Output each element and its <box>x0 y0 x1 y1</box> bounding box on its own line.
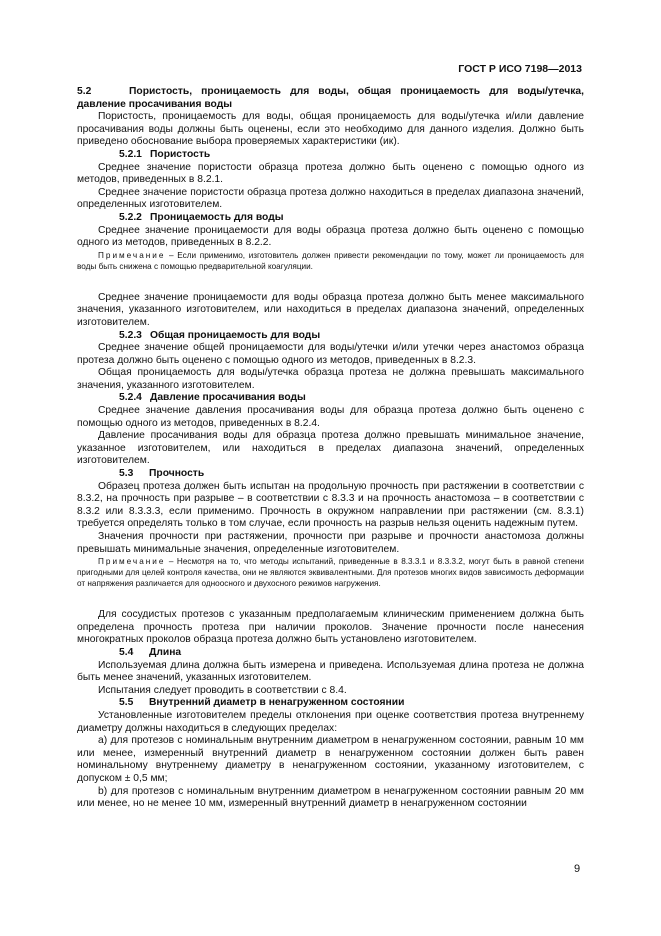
section-heading-5-2-1 <box>77 149 584 162</box>
section-number: 5.5 <box>119 697 134 709</box>
section-title: Пористость <box>150 148 211 160</box>
paragraph: Пористость, проницаемость для воды, общая проницаемость для воды/утечка и/или давление просачивания воды должны быть оценены, если это необходимо для данного изделия. Должно быть приведено обоснование выбора проверяемых характеристики (ик). <box>77 111 584 148</box>
note-text: – Несмотря на то, что методы испытаний, приведенные в 8.3.3.1 и 8.3.3.2, могут быть в равной степени пригодными для целей контроля качества, они не являются эквивалентными. Для протезов многих видов зависимость деформации от напряжения различается для одноосного и двухосного режимов нагружения. <box>77 557 584 589</box>
section-number: 5.2 <box>77 86 92 97</box>
paragraph: Среднее значение давления просачивания воды для образца протеза должно быть оценено с помощью одного из методов, приведенных в 8.2.4. <box>77 405 584 429</box>
section-number: 5.2.4 <box>119 392 142 404</box>
note <box>77 556 584 589</box>
note <box>77 250 584 272</box>
paragraph: Среднее значение проницаемости для воды образца протеза должно быть менее максимального значения, указанного изготовителем, или находиться в пределах диапазона значений, определенных изготовителем. <box>77 291 584 328</box>
list-item: b) для протезов с номинальным внутренним диаметром в ненагруженном состоянии равным 20 мм или менее, но не менее 10 мм, измеренный внутренний диаметр в ненагруженном состоянии <box>77 785 584 810</box>
section-heading-5-2-2 <box>77 212 584 225</box>
section-number: 5.2.3 <box>119 329 142 341</box>
standard-designation: ГОСТ Р ИСО 7198—2013 <box>458 63 582 75</box>
section-heading-5-2 <box>77 86 584 111</box>
section-title: Проницаемость для воды <box>150 211 284 223</box>
section-heading-5-2-3 <box>77 330 584 343</box>
paragraph: Среднее значение пористости образца протеза должно находиться в пределах диапазона значений, определенных изготовителем. <box>77 186 584 211</box>
section-title: Пористость, проницаемость для воды, общая проницаемость для воды/утечка, давление просачивания воды <box>77 86 584 110</box>
section-number: 5.2.1 <box>119 148 142 160</box>
paragraph: Среднее значение проницаемости для воды образца протеза должно быть оценено с помощью одного из методов, приведенных в 8.2.2. <box>77 224 584 249</box>
note-label: Примечание <box>98 250 166 260</box>
paragraph: Для сосудистых протезов с указанным предполагаемым клиническим применением должна быть определена прочность протеза при наличии проколов. Значение прочности после нанесения многократных проколов образца протеза должно быть установлено изготовителем. <box>77 609 584 646</box>
page-number: 9 <box>574 863 581 875</box>
section-title: Длина <box>149 646 182 658</box>
paragraph: Среднее значение пористости образца протеза должно быть оценено с помощью одного из методов, приведенных в 8.2.1. <box>77 161 584 186</box>
section-number: 5.4 <box>119 646 134 658</box>
list-item: а) для протезов с номинальным внутренним диаметром в ненагруженном состоянии, равным 10 мм или менее, измеренный внутренний диаметр в ненагруженном состоянии должен быть равен номинальному внутреннему диаметру в ненагруженном состоянии, указанному изготовителем, с допуском ± 0,5 мм; <box>77 735 584 784</box>
section-heading-5-3 <box>77 468 584 481</box>
document-body <box>77 86 584 811</box>
paragraph: Образец протеза должен быть испытан на продольную прочность при растяжении в соответствии с 8.3.2, на прочность при разрыве – в соответствии с 8.3.3 и на прочность анастомоза – в соответствии с 8.3.2 или 8.3.3.3, если применимо. Прочность в окружном направлении при растяжении (см. 8.3.1) требуется определять только в том случае, если прочность на разрыв нельзя оценить надежным путем. <box>77 480 584 530</box>
paragraph: Используемая длина должна быть измерена и приведена. Используемая длина протеза не должна быть менее значений, указанных изготовителем. <box>77 659 584 684</box>
section-title: Давление просачивания воды <box>150 392 306 404</box>
section-title: Внутренний диаметр в ненагруженном состоянии <box>149 697 405 709</box>
note-text: – Если применимо, изготовитель должен привести рекомендации по тому, может ли проницаемость для воды быть снижена с помощью предварительной коагуляции. <box>77 250 584 271</box>
note-label: Примечание <box>98 557 166 567</box>
paragraph: Испытания следует проводить в соответствии с 8.4. <box>98 684 347 696</box>
section-title: Общая проницаемость для воды <box>150 329 321 341</box>
section-number: 5.3 <box>119 468 134 480</box>
paragraph: Давление просачивания воды для образца протеза должно превышать минимальное значение, указанное изготовителем, или находиться в пределах диапазона значений, определенных изготовителем. <box>77 430 584 467</box>
section-heading-5-2-4 <box>77 392 584 405</box>
paragraph: Общая проницаемость для воды/утечка образца протеза не должна превышать максимального значения, указанного изготовителем. <box>77 367 584 391</box>
section-title: Прочность <box>149 468 205 480</box>
section-heading-5-5 <box>77 697 584 710</box>
section-heading-5-4 <box>77 647 584 660</box>
paragraph: Среднее значение общей проницаемости для воды/утечки и/или утечки через анастомоз образца протеза должно быть оценено с помощью одного из методов, приведенных в 8.2.3. <box>77 342 584 366</box>
paragraph: Значения прочности при растяжении, прочности при разрыве и прочности анастомоза должны превышать минимальные значения, определенные изготовителем. <box>77 531 584 555</box>
section-number: 5.2.2 <box>119 211 142 223</box>
paragraph: Установленные изготовителем пределы отклонения при оценке соответствия протеза внутреннему диаметру должны находиться в следующих пределах: <box>77 709 584 734</box>
